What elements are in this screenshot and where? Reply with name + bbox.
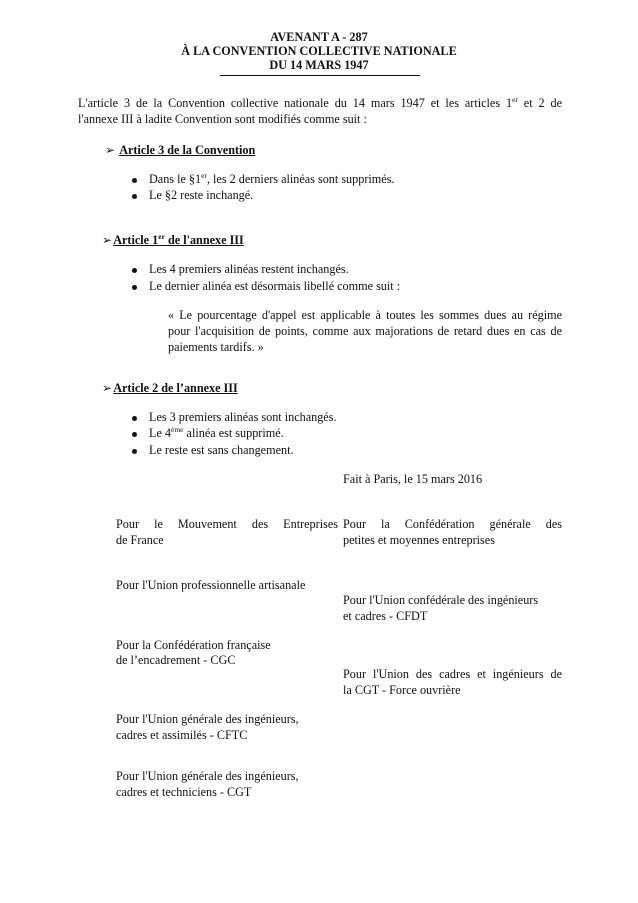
- section3-heading-text: Article 2 de l’annexe III: [113, 381, 238, 395]
- signatory-cfdt-line1: Pour l'Union confédérale des ingénieurs: [343, 593, 539, 607]
- document-title-line1: AVENANT A - 287: [270, 30, 368, 44]
- signatory-medef-line1: Pour le Mouvement des Entreprises: [116, 517, 338, 531]
- section3-bullet3: [149, 443, 294, 458]
- intro-text-b: et 2 de: [517, 96, 562, 110]
- section1-bullet2: [149, 188, 253, 203]
- signatory-fo-line1: Pour l'Union des cadres et ingénieurs de: [343, 667, 562, 681]
- section1-heading-text: Article 3 de la Convention: [119, 143, 256, 157]
- section2-bullet2-text: Le dernier alinéa est désormais libellé comme suit :: [149, 279, 401, 293]
- bullet-dot-icon: [132, 449, 137, 454]
- bullet-dot-icon: [132, 285, 137, 290]
- intro-line2: l'annexe III à ladite Convention sont modifiés comme suit :: [78, 112, 367, 126]
- section3-bullet3-text: Le reste est sans changement.: [149, 443, 294, 457]
- section3-heading: [102, 381, 238, 396]
- section3-bullet2: [149, 426, 284, 441]
- section2-bullet1: [149, 262, 349, 277]
- section2-bullet1-text: Les 4 premiers alinéas restent inchangés.: [149, 262, 349, 276]
- section2-heading-sup: er: [158, 232, 165, 241]
- section1-bullet2-text: Le §2 reste inchangé.: [149, 188, 254, 202]
- section1-bullet1-text-b: , les 2 derniers alinéas sont supprimés.: [206, 172, 395, 186]
- arrow-bullet-icon: ➢: [102, 381, 113, 395]
- quote-line1: « Le pourcentage d'appel est applicable à toutes les sommes dues au régime: [168, 308, 562, 322]
- intro-text-a: L'article 3 de la Convention collective nationale du 14 mars 1947 et les articles 1: [78, 96, 513, 110]
- section1-heading: [105, 143, 255, 158]
- bullet-dot-icon: [132, 194, 137, 199]
- bullet-dot-icon: [132, 178, 137, 183]
- signatory-fo-line2: la CGT - Force ouvrière: [343, 683, 461, 697]
- signatory-cftc-line2: cadres et assimilés - CFTC: [116, 728, 248, 742]
- intro-line1: [78, 96, 562, 111]
- section3-bullet2-text-b: alinéa est supprimé.: [183, 426, 284, 440]
- bullet-dot-icon: [132, 432, 137, 437]
- document-title-line3: DU 14 MARS 1947: [269, 58, 369, 72]
- section2-heading-text: [113, 233, 244, 247]
- signatory-cgc-line1: Pour la Confédération française: [116, 638, 271, 652]
- section2-heading-b: de l'annexe III: [164, 233, 244, 247]
- bullet-dot-icon: [132, 416, 137, 421]
- signature-place-date: Fait à Paris, le 15 mars 2016: [343, 472, 483, 486]
- section3-bullet1-text: Les 3 premiers alinéas sont inchangés.: [149, 410, 337, 424]
- quote-line2: pour l'acquisition de points, comme aux majorations de retard dues en cas de: [168, 324, 562, 338]
- signatory-cgpme-line2: petites et moyennes entreprises: [343, 533, 495, 547]
- signatory-cgt-line2: cadres et techniciens - CGT: [116, 785, 252, 799]
- signatory-upa-line1: Pour l'Union professionnelle artisanale: [116, 578, 306, 592]
- section2-bullet2: [149, 279, 400, 294]
- title-divider: [220, 75, 420, 76]
- section3-bullet2-text-a: Le 4: [149, 426, 171, 440]
- section3-bullet1: [149, 410, 337, 425]
- section1-bullet1-text-a: Dans le §1: [149, 172, 202, 186]
- bullet-dot-icon: [132, 268, 137, 273]
- arrow-bullet-icon: ➢: [105, 143, 116, 157]
- arrow-bullet-icon: ➢: [102, 233, 113, 247]
- signatory-medef-line2: de France: [116, 533, 164, 547]
- section2-heading: [102, 233, 244, 248]
- signatory-cgpme-line1: Pour la Confédération générale des: [343, 517, 562, 531]
- signatory-cgc-line2: de l’encadrement - CGC: [116, 653, 236, 667]
- document-title-line2: À LA CONVENTION COLLECTIVE NATIONALE: [181, 44, 457, 58]
- section1-bullet1: [149, 172, 394, 187]
- signatory-cftc-line1: Pour l'Union générale des ingénieurs,: [116, 712, 299, 726]
- signatory-cfdt-line2: et cadres - CFDT: [343, 609, 428, 623]
- section3-bullet2-sup: ème: [171, 425, 184, 434]
- quote-line3: paiements tardifs. »: [168, 340, 264, 354]
- intro-sup: er: [512, 95, 518, 104]
- section2-heading-a: Article 1: [113, 233, 159, 247]
- signatory-cgt-line1: Pour l'Union générale des ingénieurs,: [116, 769, 299, 783]
- section1-bullet1-sup: er: [201, 171, 207, 180]
